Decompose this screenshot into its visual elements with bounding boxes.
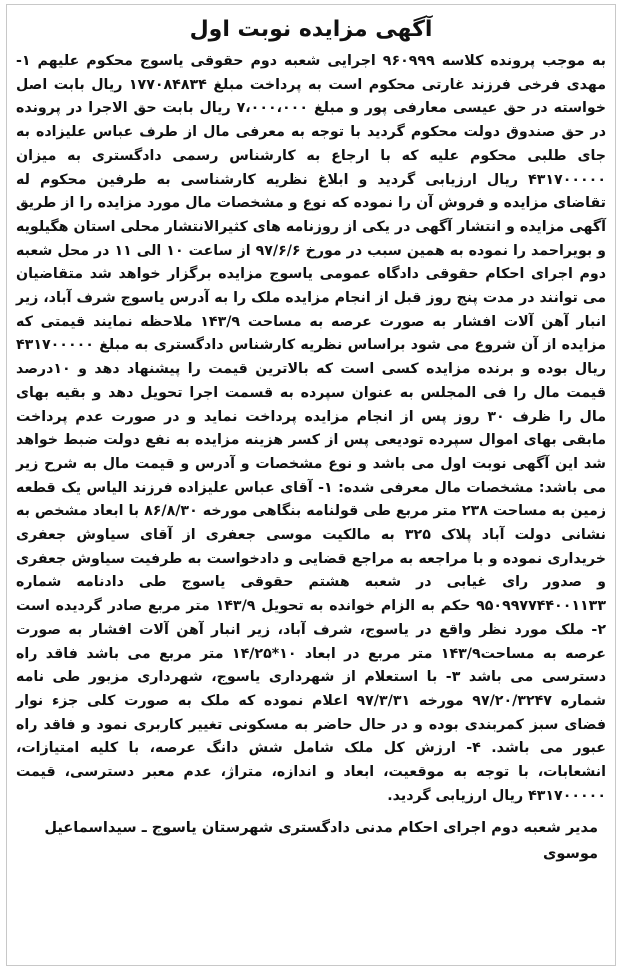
notice-title: آگهی مزایده نوبت اول bbox=[189, 17, 433, 42]
notice-body: به موجب پرونده کلاسه ۹۶۰۹۹۹ اجرایی شعبه دوم حقوقی یاسوج محکوم علیهم ۱- مهدی فرخی فرزند غارتی محکوم است به پرداخت مبلغ ۱۷۷۰۸۴۸۳۴ ریال بابت اصل خواسته در حق عیسی معارفی پور و مبلغ ۷،۰۰۰،۰۰۰ ریال بابت حق الاجرا در پرونده در حق صندوق دولت محکوم گردید با توجه به معرفی مال از طرف عباس علیزاده به جای طلبی محکوم علیه که با ارجاع به کارشناس رسمی دادگستری به میزان ۴۳۱۷۰۰۰۰۰ ریال ارزیابی گردید و ابلاغ نظریه کارشناسی به طرفین محکوم له تقاضای مزایده و فروش آن را نموده که نوع و مشخصات مال مورد مزایده را از طریق آگهی مزایده و انتشار آگهی در یکی از روزنامه های کثیرالانتشار محلی استان هگیلویه و بویراحمد را نموده به همین سبب در مورخ ۹۷/۶/۶ از ساعت ۱۰ الی ۱۱ در محل شعبه دوم اجرای احکام حقوقی دادگاه عمومی یاسوج مزایده برگزار خواهد شد متقاضیان می توانند در مدت پنج روز قبل از انجام مزایده ملک را به آدرس یاسوج شرف آباد، زیر انبار آهن آلات افشار به صورت عرصه به مساحت ۱۴۳/۹ ملاحظه نمایند قیمتی که مزایده از آن شروع می شود براساس نظریه کارشناس دادگستری به مبلغ ۴۳۱۷۰۰۰۰۰ ریال بوده و برنده مزایده کسی است که بالاترین قیمت را پیشنهاد دهد و ۱۰درصد قیمت مال را فی المجلس به عنوان سپرده به قسمت اجرا تحویل دهد و بقیه بهای مال را ظرف ۳۰ روز پس از انجام مزایده پرداخت نماید و در صورت عدم پرداخت مابقی بهای اموال سپرده تودیعی پس از کسر هزینه مزایده به نفع دولت ضبط خواهد شد این آگهی نوبت اول می باشد و نوع مشخصات و آدرس و قیمت مال به شرح زیر می باشد: مشخصات مال معرفی شده: ۱- آقای عباس علیزاده فرزند الیاس یک قطعه زمین به مساحت ۲۳۸ متر مربع طی قولنامه بنگاهی مورخه ۸۶/۸/۳۰ با ابعاد مشخص به نشانی دولت آباد پلاک ۳۲۵ به مالکیت موسی جعفری از آقای سیاوش جعفری خریداری نموده و با مراجعه به مراجع قضایی و دادخواست به طرفیت سیاوش جعفری و صدور رای غیابی در شعبه هشتم حقوقی یاسوج طی دادنامه شماره ۹۵۰۹۹۷۷۴۴۰۰۱۱۳۳ حکم به الزام خوانده به تحویل ۱۴۳/۹ متر مربع صادر گردیده است ۲- ملک مورد نظر واقع در یاسوج، شرف آباد، زیر انبار آهن آلات افشار به صورت عرصه به مساحت۱۴۳/۹ متر مربع در ابعاد ۱۰*۱۴/۲۵ متر مربع می باشد فاقد راه دسترسی می باشد ۳- با استعلام از شهرداری یاسوج، شهرداری مزبور طی نامه شماره ۹۷/۲۰/۳۲۴۷ مورخه ۹۷/۳/۳۱ اعلام نموده که ملک به صورت کلی جزء نوار فضای سبز کمربندی بوده و در حال حاضر به مسکونی تغییر کاربری نمود و فاقد راه عبور می باشد. ۴- ارزش کل ملک شامل شش دانگ عرصه، با کلیه امتیازات، انشعابات، با توجه به موقعیت، ابعاد و اندازه، متراژ، عدم معبر دسترسی، قیمت ۴۳۱۷۰۰۰۰۰ ریال ارزیابی گردید. bbox=[16, 53, 607, 804]
notice-signature: مدیر شعبه دوم اجرای احکام مدنی دادگستری شهرستان یاسوج ـ سیداسماعیل موسوی bbox=[44, 818, 598, 862]
